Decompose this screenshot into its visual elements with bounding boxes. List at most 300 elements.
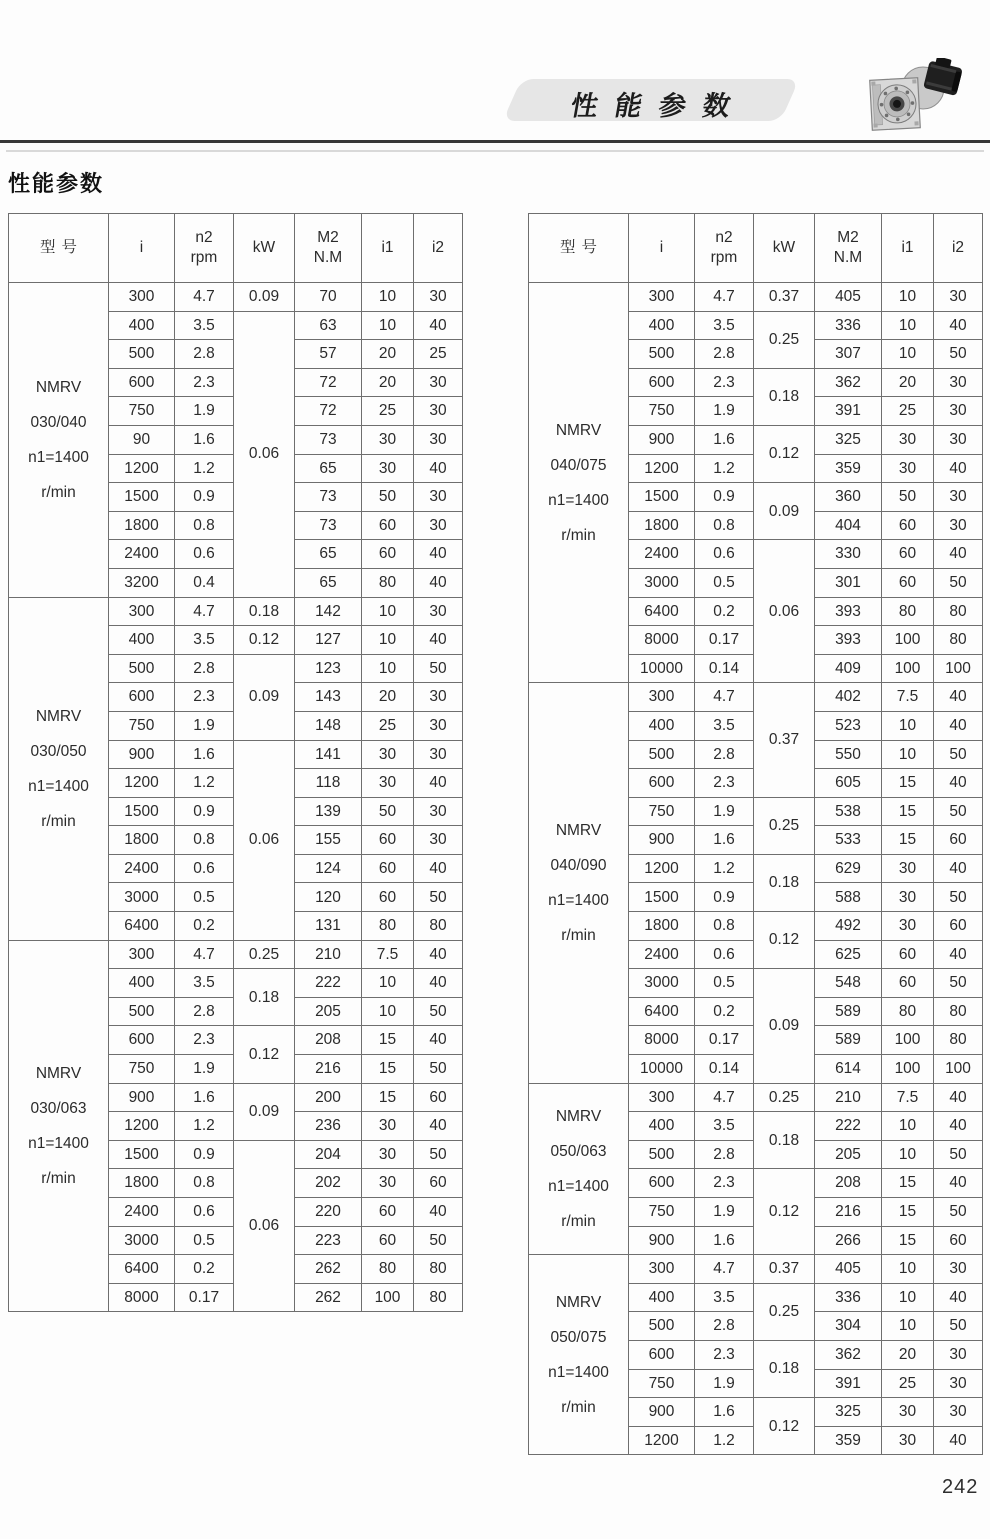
cell-m2: 205	[295, 997, 362, 1026]
cell-m2: 210	[295, 940, 362, 969]
parameters-table	[528, 213, 983, 1455]
cell-i: 500	[629, 740, 695, 769]
cell-n2: 4.7	[695, 1083, 754, 1112]
cell-n2: 2.8	[695, 1312, 754, 1341]
column-header-model: 型号	[9, 214, 109, 283]
cell-m2: 124	[295, 854, 362, 883]
cell-n2: 3.5	[175, 311, 234, 340]
cell-i1: 10	[882, 340, 934, 369]
cell-n2: 1.6	[695, 1398, 754, 1427]
cell-m2: 200	[295, 1083, 362, 1112]
cell-n2: 4.7	[695, 1255, 754, 1284]
cell-m2: 73	[295, 483, 362, 512]
cell-i2: 40	[414, 568, 463, 597]
cell-i1: 30	[362, 1140, 414, 1169]
cell-i2: 50	[934, 883, 983, 912]
cell-i: 500	[109, 654, 175, 683]
cell-i2: 40	[934, 854, 983, 883]
cell-i: 900	[629, 826, 695, 855]
cell-kw: 0.37	[754, 1255, 815, 1284]
cell-i: 900	[629, 1226, 695, 1255]
cell-i: 6400	[629, 997, 695, 1026]
cell-m2: 533	[815, 826, 882, 855]
cell-n2: 3.5	[695, 1112, 754, 1141]
cell-i2: 40	[934, 1169, 983, 1198]
cell-i1: 50	[882, 483, 934, 512]
model-cell: NMRV 040/075 n1=1400 r/min	[529, 283, 629, 683]
cell-i2: 30	[934, 397, 983, 426]
cell-m2: 359	[815, 1426, 882, 1455]
cell-kw: 0.18	[754, 1340, 815, 1397]
cell-n2: 0.5	[695, 568, 754, 597]
parameters-table	[8, 213, 463, 1312]
cell-kw: 0.09	[754, 483, 815, 540]
cell-i: 400	[629, 711, 695, 740]
cell-i1: 7.5	[362, 940, 414, 969]
cell-i2: 30	[934, 1398, 983, 1427]
cell-n2: 0.8	[175, 511, 234, 540]
cell-i1: 60	[362, 883, 414, 912]
cell-i: 600	[629, 769, 695, 798]
cell-m2: 73	[295, 425, 362, 454]
cell-i2: 30	[414, 683, 463, 712]
cell-m2: 550	[815, 740, 882, 769]
cell-i2: 50	[934, 969, 983, 998]
cell-n2: 1.6	[175, 425, 234, 454]
model-cell: NMRV 030/050 n1=1400 r/min	[9, 597, 109, 940]
cell-i: 300	[109, 283, 175, 312]
cell-n2: 0.9	[695, 483, 754, 512]
cell-i2: 30	[414, 597, 463, 626]
cell-i1: 7.5	[882, 683, 934, 712]
cell-i2: 80	[934, 997, 983, 1026]
cell-n2: 2.3	[175, 1026, 234, 1055]
column-header-kw: kW	[754, 214, 815, 283]
cell-n2: 2.3	[175, 368, 234, 397]
cell-i: 6400	[629, 597, 695, 626]
cell-i1: 60	[882, 940, 934, 969]
cell-i2: 40	[934, 540, 983, 569]
cell-m2: 142	[295, 597, 362, 626]
cell-i1: 60	[362, 854, 414, 883]
cell-n2: 0.14	[695, 654, 754, 683]
cell-i: 3000	[629, 568, 695, 597]
cell-i2: 60	[934, 826, 983, 855]
cell-m2: 409	[815, 654, 882, 683]
cell-i2: 30	[934, 511, 983, 540]
cell-i: 500	[629, 1140, 695, 1169]
cell-i: 1200	[629, 1426, 695, 1455]
cell-kw: 0.18	[234, 969, 295, 1026]
cell-i1: 25	[362, 397, 414, 426]
cell-m2: 304	[815, 1312, 882, 1341]
cell-m2: 589	[815, 997, 882, 1026]
cell-i2: 25	[414, 340, 463, 369]
cell-i1: 30	[882, 912, 934, 941]
cell-i1: 100	[882, 654, 934, 683]
cell-i1: 20	[882, 368, 934, 397]
cell-i2: 40	[414, 311, 463, 340]
cell-i: 600	[109, 683, 175, 712]
cell-i: 8000	[629, 1026, 695, 1055]
cell-i: 6400	[109, 1255, 175, 1284]
cell-m2: 625	[815, 940, 882, 969]
cell-i2: 30	[414, 483, 463, 512]
cell-i1: 7.5	[882, 1083, 934, 1112]
gearbox-motor-photo-icon	[866, 58, 966, 136]
cell-n2: 2.3	[695, 1169, 754, 1198]
cell-m2: 141	[295, 740, 362, 769]
cell-i: 600	[629, 1169, 695, 1198]
column-header-i1: i1	[882, 214, 934, 283]
cell-m2: 65	[295, 454, 362, 483]
cell-kw: 0.12	[754, 1398, 815, 1455]
cell-i1: 100	[362, 1283, 414, 1312]
cell-n2: 1.9	[695, 1369, 754, 1398]
cell-kw: 0.06	[234, 1140, 295, 1312]
cell-kw: 0.09	[234, 1083, 295, 1140]
cell-i: 1500	[109, 797, 175, 826]
cell-i: 300	[629, 1083, 695, 1112]
cell-i: 10000	[629, 654, 695, 683]
table-row	[529, 1255, 983, 1284]
performance-table-right	[528, 213, 983, 1455]
cell-i1: 30	[882, 1398, 934, 1427]
cell-i1: 15	[882, 826, 934, 855]
cell-m2: 589	[815, 1026, 882, 1055]
cell-i: 2400	[109, 854, 175, 883]
cell-i1: 30	[362, 454, 414, 483]
cell-kw: 0.25	[234, 940, 295, 969]
cell-m2: 330	[815, 540, 882, 569]
cell-m2: 216	[815, 1198, 882, 1227]
cell-i: 1500	[629, 483, 695, 512]
cell-i2: 40	[414, 854, 463, 883]
header-rule-thin	[6, 150, 984, 152]
cell-i2: 40	[414, 540, 463, 569]
cell-n2: 2.8	[695, 340, 754, 369]
cell-n2: 1.9	[695, 397, 754, 426]
cell-n2: 1.2	[695, 1426, 754, 1455]
cell-n2: 3.5	[695, 311, 754, 340]
cell-kw: 0.25	[754, 1083, 815, 1112]
cell-n2: 1.2	[175, 1112, 234, 1141]
cell-i1: 60	[362, 540, 414, 569]
cell-kw: 0.37	[754, 283, 815, 312]
cell-i: 1200	[629, 454, 695, 483]
cell-m2: 325	[815, 425, 882, 454]
column-header-m2: M2 N.M	[815, 214, 882, 283]
cell-n2: 2.8	[175, 997, 234, 1026]
cell-m2: 404	[815, 511, 882, 540]
column-header-n2: n2 rpm	[175, 214, 234, 283]
cell-i2: 30	[934, 1255, 983, 1284]
cell-i2: 30	[934, 1340, 983, 1369]
cell-i2: 40	[414, 969, 463, 998]
column-header-i: i	[629, 214, 695, 283]
cell-i2: 50	[934, 740, 983, 769]
cell-kw: 0.25	[754, 311, 815, 368]
cell-i1: 10	[882, 311, 934, 340]
cell-i1: 15	[362, 1026, 414, 1055]
cell-i2: 30	[934, 1369, 983, 1398]
cell-i: 300	[629, 283, 695, 312]
cell-i1: 80	[882, 997, 934, 1026]
table-row	[529, 1083, 983, 1112]
cell-n2: 1.6	[175, 740, 234, 769]
cell-i2: 80	[414, 912, 463, 941]
cell-m2: 402	[815, 683, 882, 712]
cell-kw: 0.09	[234, 654, 295, 740]
cell-i2: 30	[414, 397, 463, 426]
cell-i1: 20	[362, 368, 414, 397]
cell-m2: 362	[815, 368, 882, 397]
cell-i1: 60	[362, 1198, 414, 1227]
cell-m2: 223	[295, 1226, 362, 1255]
cell-i: 500	[109, 340, 175, 369]
cell-i2: 40	[414, 626, 463, 655]
cell-i1: 60	[882, 969, 934, 998]
cell-i2: 80	[934, 597, 983, 626]
cell-i: 750	[629, 1198, 695, 1227]
cell-i1: 10	[882, 1112, 934, 1141]
cell-m2: 143	[295, 683, 362, 712]
table-row	[529, 283, 983, 312]
cell-i: 3000	[109, 1226, 175, 1255]
cell-i: 400	[109, 969, 175, 998]
cell-i: 300	[109, 940, 175, 969]
cell-n2: 0.8	[175, 826, 234, 855]
cell-i: 750	[109, 1055, 175, 1084]
cell-m2: 262	[295, 1255, 362, 1284]
cell-n2: 0.8	[175, 1169, 234, 1198]
cell-i1: 10	[882, 740, 934, 769]
cell-i1: 10	[362, 997, 414, 1026]
cell-n2: 1.9	[175, 711, 234, 740]
cell-n2: 0.6	[175, 1198, 234, 1227]
cell-n2: 0.9	[175, 483, 234, 512]
cell-m2: 405	[815, 1255, 882, 1284]
column-header-model: 型号	[529, 214, 629, 283]
cell-i2: 50	[934, 1140, 983, 1169]
cell-i1: 20	[362, 683, 414, 712]
model-cell: NMRV 050/063 n1=1400 r/min	[529, 1083, 629, 1255]
cell-kw: 0.18	[754, 854, 815, 911]
cell-i1: 10	[362, 597, 414, 626]
cell-m2: 131	[295, 912, 362, 941]
cell-kw: 0.12	[234, 626, 295, 655]
cell-n2: 0.2	[175, 912, 234, 941]
model-cell: NMRV 030/040 n1=1400 r/min	[9, 283, 109, 598]
banner-title: 性能参数	[568, 90, 750, 121]
cell-m2: 538	[815, 797, 882, 826]
cell-m2: 139	[295, 797, 362, 826]
cell-i: 750	[629, 397, 695, 426]
cell-m2: 360	[815, 483, 882, 512]
cell-i2: 40	[414, 454, 463, 483]
cell-i: 900	[109, 740, 175, 769]
cell-i2: 30	[934, 283, 983, 312]
model-cell: NMRV 050/075 n1=1400 r/min	[529, 1255, 629, 1455]
cell-i1: 15	[882, 1198, 934, 1227]
cell-i: 8000	[109, 1283, 175, 1312]
cell-i1: 15	[362, 1083, 414, 1112]
cell-i1: 10	[882, 283, 934, 312]
page-number: 242	[942, 1476, 979, 1498]
cell-m2: 492	[815, 912, 882, 941]
cell-i2: 80	[414, 1255, 463, 1284]
cell-i2: 60	[934, 1226, 983, 1255]
cell-i2: 50	[934, 568, 983, 597]
cell-m2: 73	[295, 511, 362, 540]
cell-kw: 0.06	[234, 311, 295, 597]
cell-i2: 40	[934, 311, 983, 340]
header-row	[9, 214, 463, 283]
cell-i1: 10	[882, 1255, 934, 1284]
cell-kw: 0.06	[234, 740, 295, 940]
cell-i2: 40	[934, 1112, 983, 1141]
cell-m2: 629	[815, 854, 882, 883]
cell-m2: 301	[815, 568, 882, 597]
cell-n2: 3.5	[695, 1283, 754, 1312]
cell-i1: 10	[882, 1283, 934, 1312]
cell-i: 1200	[109, 1112, 175, 1141]
cell-m2: 120	[295, 883, 362, 912]
cell-i1: 30	[882, 883, 934, 912]
cell-kw: 0.25	[754, 797, 815, 854]
column-header-m2: M2 N.M	[295, 214, 362, 283]
cell-i: 10000	[629, 1055, 695, 1084]
cell-m2: 205	[815, 1140, 882, 1169]
header-rule-thick	[0, 140, 990, 143]
cell-i: 400	[629, 1283, 695, 1312]
cell-m2: 336	[815, 311, 882, 340]
cell-n2: 2.3	[175, 683, 234, 712]
cell-i1: 15	[882, 769, 934, 798]
cell-n2: 1.6	[695, 1226, 754, 1255]
cell-kw: 0.12	[754, 1169, 815, 1255]
cell-i: 400	[629, 311, 695, 340]
cell-i1: 25	[362, 711, 414, 740]
cell-n2: 2.8	[175, 654, 234, 683]
cell-i: 1200	[629, 854, 695, 883]
cell-i: 600	[109, 368, 175, 397]
cell-i: 400	[109, 626, 175, 655]
cell-n2: 1.6	[695, 425, 754, 454]
cell-i1: 80	[882, 597, 934, 626]
cell-m2: 65	[295, 568, 362, 597]
cell-i: 2400	[109, 1198, 175, 1227]
cell-n2: 2.8	[695, 1140, 754, 1169]
cell-i2: 30	[934, 368, 983, 397]
cell-m2: 70	[295, 283, 362, 312]
model-cell: NMRV 040/090 n1=1400 r/min	[529, 683, 629, 1083]
cell-m2: 605	[815, 769, 882, 798]
cell-m2: 588	[815, 883, 882, 912]
cell-n2: 0.17	[695, 626, 754, 655]
cell-n2: 0.6	[175, 854, 234, 883]
cell-i1: 80	[362, 1255, 414, 1284]
cell-n2: 3.5	[175, 626, 234, 655]
cell-n2: 0.8	[695, 912, 754, 941]
cell-m2: 222	[815, 1112, 882, 1141]
cell-n2: 3.5	[175, 969, 234, 998]
cell-i: 600	[109, 1026, 175, 1055]
cell-i2: 50	[934, 340, 983, 369]
cell-n2: 0.5	[175, 883, 234, 912]
cell-i1: 15	[882, 1169, 934, 1198]
cell-n2: 0.9	[695, 883, 754, 912]
cell-n2: 1.9	[695, 797, 754, 826]
cell-m2: 72	[295, 397, 362, 426]
cell-i1: 30	[882, 854, 934, 883]
cell-kw: 0.37	[754, 683, 815, 797]
cell-i2: 40	[934, 1426, 983, 1455]
cell-m2: 222	[295, 969, 362, 998]
cell-i1: 80	[362, 568, 414, 597]
cell-m2: 220	[295, 1198, 362, 1227]
cell-m2: 202	[295, 1169, 362, 1198]
cell-i: 3000	[109, 883, 175, 912]
model-cell: NMRV 030/063 n1=1400 r/min	[9, 940, 109, 1312]
cell-i: 1500	[629, 883, 695, 912]
cell-i2: 40	[414, 940, 463, 969]
cell-kw: 0.12	[754, 912, 815, 969]
cell-i2: 40	[414, 1198, 463, 1227]
cell-i1: 60	[362, 826, 414, 855]
cell-m2: 210	[815, 1083, 882, 1112]
cell-i2: 50	[934, 1312, 983, 1341]
cell-i: 750	[629, 1369, 695, 1398]
cell-i: 3200	[109, 568, 175, 597]
cell-i: 900	[629, 425, 695, 454]
cell-m2: 362	[815, 1340, 882, 1369]
cell-m2: 155	[295, 826, 362, 855]
cell-i2: 30	[414, 283, 463, 312]
cell-i2: 60	[934, 912, 983, 941]
cell-n2: 1.9	[175, 1055, 234, 1084]
performance-table-left	[8, 213, 463, 1312]
cell-i1: 10	[362, 283, 414, 312]
header-row	[529, 214, 983, 283]
cell-i2: 40	[414, 1112, 463, 1141]
cell-n2: 2.8	[695, 740, 754, 769]
cell-n2: 2.3	[695, 1340, 754, 1369]
cell-n2: 0.2	[695, 997, 754, 1026]
cell-i: 750	[629, 797, 695, 826]
cell-i: 900	[629, 1398, 695, 1427]
cell-m2: 216	[295, 1055, 362, 1084]
table-row	[9, 940, 463, 969]
cell-i2: 100	[934, 654, 983, 683]
cell-kw: 0.09	[234, 283, 295, 312]
cell-n2: 4.7	[175, 283, 234, 312]
cell-m2: 405	[815, 283, 882, 312]
cell-i1: 30	[882, 425, 934, 454]
cell-kw: 0.25	[754, 1283, 815, 1340]
cell-i: 2400	[629, 540, 695, 569]
column-header-i1: i1	[362, 214, 414, 283]
cell-kw: 0.06	[754, 540, 815, 683]
cell-i2: 30	[414, 797, 463, 826]
cell-i: 2400	[109, 540, 175, 569]
cell-i2: 30	[414, 711, 463, 740]
table-row	[9, 283, 463, 312]
table-row	[9, 597, 463, 626]
cell-m2: 208	[295, 1026, 362, 1055]
cell-m2: 118	[295, 769, 362, 798]
cell-m2: 63	[295, 311, 362, 340]
